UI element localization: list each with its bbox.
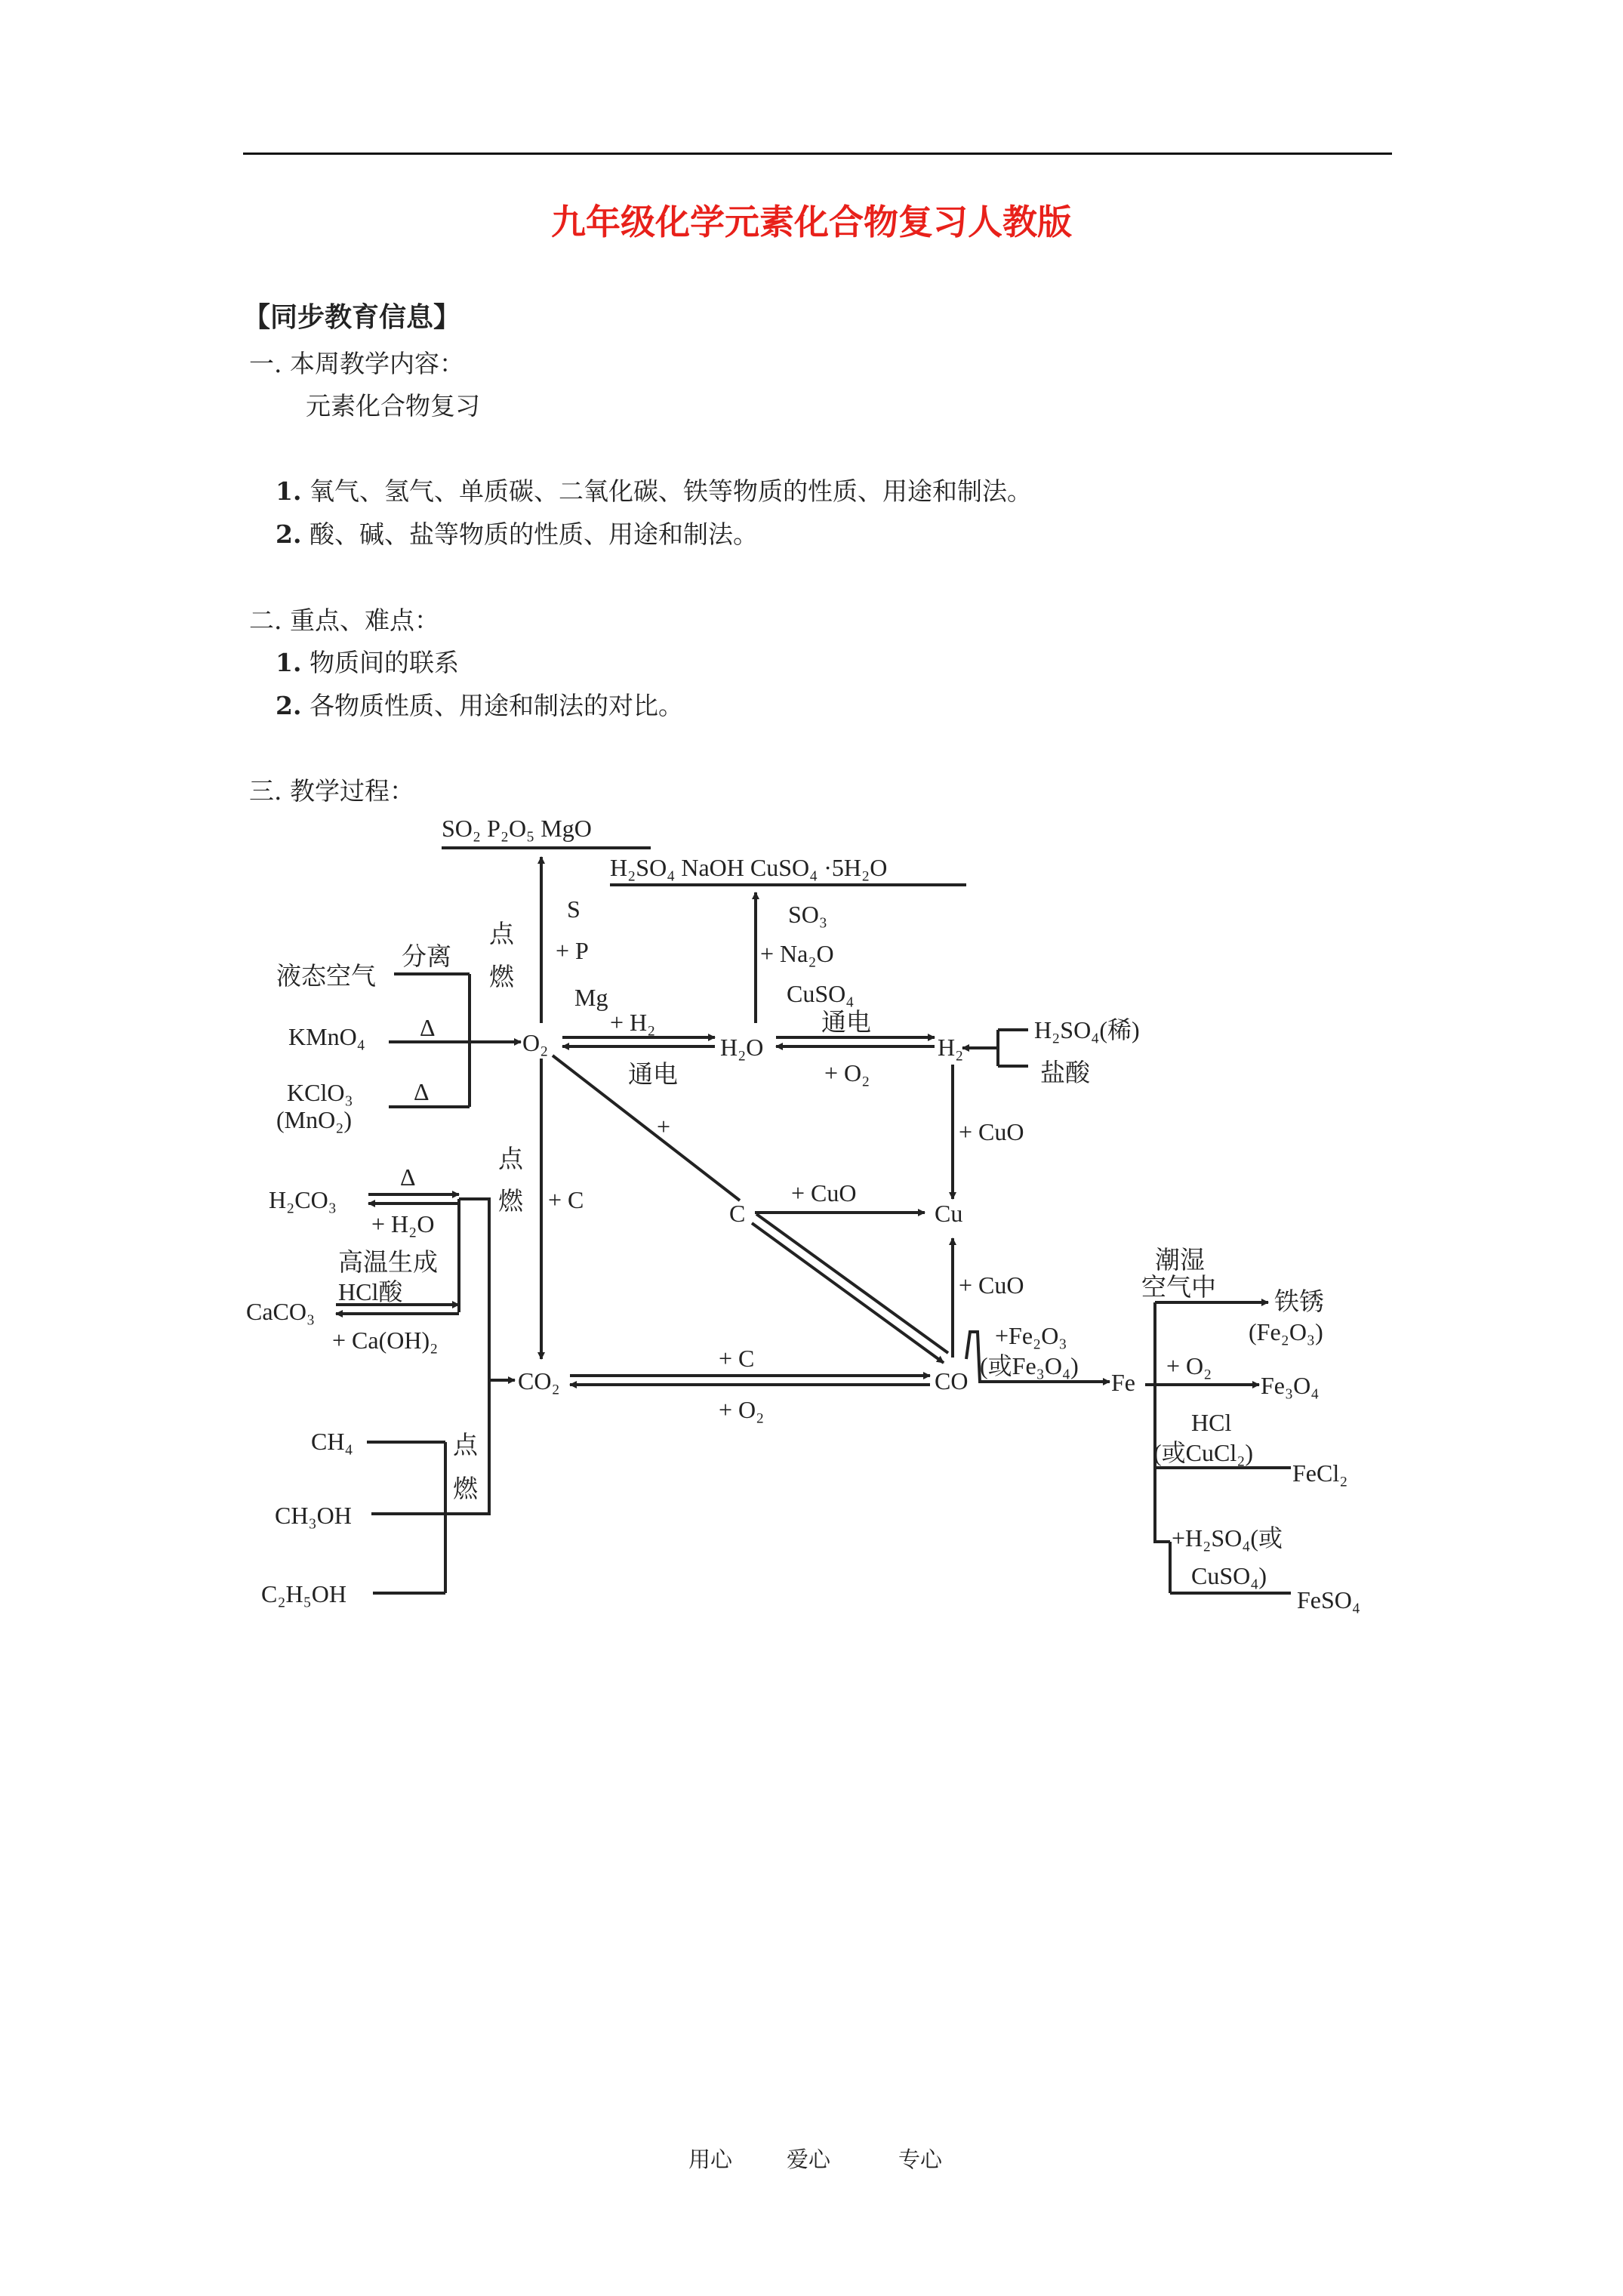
- s2-item-1: 1. 物质间的联系: [276, 648, 459, 677]
- footer-yongxin: 用心: [688, 2147, 733, 2172]
- node-h2: H₂: [938, 1034, 964, 1061]
- o2-products: SO₂ P₂O₅ MgO: [442, 815, 592, 842]
- label-plus-p: + P: [556, 937, 589, 964]
- node-o2: O₂: [522, 1029, 549, 1056]
- label-plus-cuo-2: + CuO: [791, 1179, 857, 1207]
- footer-aixin: 爱心: [787, 2147, 831, 2172]
- label-plus-o2-3: + O₂: [1166, 1352, 1212, 1379]
- label-dian-3: 点: [453, 1430, 478, 1459]
- label-hcl-suan: HCl酸: [338, 1278, 403, 1305]
- node-co: CO: [935, 1367, 969, 1395]
- node-c: C: [729, 1200, 746, 1227]
- label-so3: SO₃: [788, 901, 828, 928]
- page-title: 九年级化学元素化合物复习人教版: [551, 202, 1072, 242]
- label-plus-fe2o3: +Fe₂O₃: [995, 1322, 1067, 1349]
- label-s: S: [567, 895, 581, 923]
- label-dian-2: 点: [498, 1144, 523, 1173]
- label-caco3: CaCO₃: [246, 1298, 316, 1325]
- label-tiexiu: 铁锈: [1274, 1287, 1324, 1316]
- node-h2o: H₂O: [720, 1034, 764, 1061]
- label-fe2o3-paren: (Fe₂O₃): [1249, 1318, 1323, 1345]
- label-tongdian-1: 通电: [628, 1059, 678, 1089]
- label-plus-cuo-1: + CuO: [959, 1118, 1024, 1145]
- label-ran-3: 燃: [453, 1474, 478, 1503]
- section-header: 【同步教育信息】: [243, 301, 461, 333]
- fe-branch-bracket: [1155, 1302, 1170, 1542]
- s1-item-1: 1. 氧气、氢气、单质碳、二氧化碳、铁等物质的性质、用途和制法。: [276, 476, 1032, 506]
- footer-zhuanxin: 专心: [898, 2147, 943, 2172]
- label-h2so4-dilute: H₂SO₄(稀): [1034, 1016, 1140, 1043]
- label-delta-3: Δ: [400, 1163, 416, 1191]
- node-cu: Cu: [935, 1200, 963, 1227]
- label-dian-1: 点: [489, 919, 514, 948]
- label-fenli: 分离: [402, 942, 451, 971]
- label-plus-c-1: + C: [548, 1186, 584, 1213]
- label-plus-o2-2: + O₂: [719, 1396, 765, 1423]
- label-or-fe3o4: (或Fe₃O₄): [980, 1352, 1079, 1379]
- label-kmno4: KMnO₄: [288, 1023, 365, 1050]
- label-c2h5oh: C₂H₅OH: [261, 1580, 346, 1607]
- s1-heading: 一. 本周教学内容：: [249, 349, 464, 378]
- label-plus-o2-1: + O₂: [824, 1059, 870, 1086]
- label-plus-cuo-3: + CuO: [959, 1271, 1024, 1299]
- label-hcl-acid: 盐酸: [1040, 1058, 1090, 1087]
- c-to-co-arrow-1: [752, 1223, 944, 1363]
- s1-sub: 元素化合物复习: [306, 391, 480, 421]
- label-liquid-air: 液态空气: [276, 961, 376, 991]
- label-ch4: CH₄: [311, 1428, 353, 1455]
- label-fe3o4: Fe₃O₄: [1261, 1372, 1320, 1399]
- co2-link-bracket: [445, 1199, 489, 1514]
- label-delta-1: Δ: [420, 1014, 436, 1041]
- label-cuso4: CuSO₄: [787, 980, 855, 1007]
- label-mno2: (MnO₂): [276, 1106, 353, 1133]
- label-chaoshi: 潮湿: [1155, 1245, 1205, 1274]
- label-mg: Mg: [574, 984, 608, 1011]
- label-cuso4-paren: CuSO₄): [1191, 1562, 1267, 1589]
- label-plus-h2o: + H₂O: [371, 1210, 435, 1237]
- label-ch3oh: CH₃OH: [275, 1502, 352, 1529]
- label-plus-caoh2: + Ca(OH)₂: [332, 1327, 439, 1354]
- label-h2co3: H₂CO₃: [269, 1186, 337, 1213]
- label-tongdian-2: 通电: [821, 1007, 871, 1037]
- s2-heading: 二. 重点、难点：: [249, 606, 439, 635]
- c-to-co-arrow-2: [756, 1214, 948, 1353]
- label-ran-1: 燃: [489, 962, 514, 991]
- label-kclo3: KClO₃: [287, 1079, 353, 1106]
- h2o-products: H₂SO₄ NaOH CuSO₄ ·5H₂O: [610, 854, 888, 881]
- s1-item-2: 2. 酸、碱、盐等物质的性质、用途和制法。: [276, 519, 758, 549]
- label-kongqizhong: 空气中: [1141, 1272, 1216, 1302]
- label-fecl2: FeCl₂: [1292, 1459, 1348, 1487]
- label-ran-2: 燃: [498, 1186, 523, 1216]
- label-feso4: FeSO₄: [1297, 1586, 1361, 1613]
- label-plus-c-2: + C: [719, 1345, 755, 1372]
- label-or-cucl2: (或CuCl₂): [1153, 1439, 1254, 1466]
- node-co2: CO₂: [518, 1367, 560, 1395]
- node-fe: Fe: [1111, 1369, 1135, 1396]
- label-delta-2: Δ: [414, 1078, 430, 1105]
- s2-item-2: 2. 各物质性质、用途和制法的对比。: [276, 691, 683, 720]
- label-plus-diag: +: [657, 1113, 671, 1140]
- s3-heading: 三. 教学过程：: [249, 776, 414, 806]
- label-plus-h2: + H₂: [610, 1009, 656, 1036]
- label-gaowen: 高温生成: [338, 1247, 438, 1277]
- label-hcl: HCl: [1191, 1409, 1232, 1436]
- label-plus-h2so4-or: +H₂SO₄(或: [1172, 1524, 1283, 1552]
- label-na2o: + Na₂O: [760, 940, 834, 967]
